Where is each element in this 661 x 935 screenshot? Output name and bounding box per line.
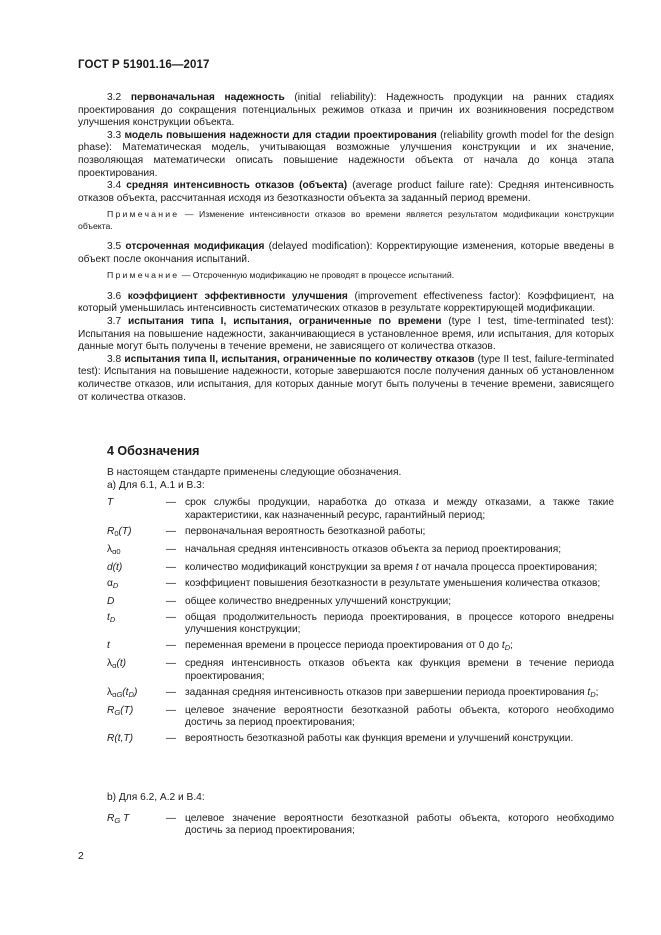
symbol-description xyxy=(185,562,614,575)
dash: — xyxy=(165,812,177,824)
symbol-description xyxy=(185,687,614,702)
definition-3-8 xyxy=(78,354,614,404)
symbol-row xyxy=(107,526,614,541)
dash: — xyxy=(165,577,177,589)
desc-part: заданная средняя интенсивность отказов при завершении периода проектирования xyxy=(185,686,588,698)
symbol-row xyxy=(107,497,614,522)
note-2 xyxy=(78,270,614,281)
symbol-description: вероятность безотказной работы как функция времени и улучшений конструкции. xyxy=(185,733,574,745)
symbol: $t_D$ xyxy=(107,611,116,624)
symbol: $\alpha_D$ xyxy=(107,577,119,590)
definition-term: испытания типа II, испытания, ограниченные по количеству отказов xyxy=(124,353,475,365)
desc-variable: t xyxy=(415,561,419,573)
symbol-row xyxy=(107,733,614,746)
dash: — xyxy=(165,686,177,698)
symbol: T xyxy=(107,497,114,508)
symbol-row xyxy=(107,813,614,838)
definition-text: (type II test, failure-terminated test): Испытания на повышение надежности, которые завершаются после получения данных об установленном количестве отказов, или испытания, для которых данные могут быть получены в течение времени, зависящего от количества отказов. xyxy=(78,353,614,403)
definition-3-4 xyxy=(78,180,614,205)
definition-number: 3.5 xyxy=(107,241,122,253)
symbol-row xyxy=(107,658,614,683)
list-a-heading: а) Для 6.1, А.1 и В.3: xyxy=(107,479,205,491)
symbol-description: срок службы продукции, наработка до отказа и между отказами, а также такие характеристики, как назначенный ресурс, гарантийный период; xyxy=(185,497,614,521)
note-label: Примечание xyxy=(107,209,180,220)
symbols-list-a xyxy=(107,497,614,749)
note-text: — Изменение интенсивности отказов во времени является результатом модификации конструкции объекта. xyxy=(78,209,614,231)
definitions-block xyxy=(78,92,614,404)
symbol-row xyxy=(107,612,614,637)
symbol-description: начальная средняя интенсивность отказов объекта за период проектирования; xyxy=(185,543,562,555)
symbol-row xyxy=(107,544,614,559)
definition-term: первоначальная надежность xyxy=(130,92,285,103)
definition-term: средняя интенсивность отказов (объекта) xyxy=(126,180,348,192)
symbol-row xyxy=(107,596,614,609)
desc-variable: $t_D$ xyxy=(587,686,596,699)
definition-term: испытания типа I, испытания, ограниченные по времени xyxy=(128,315,442,327)
symbol-description: общее количество внедренных улучшений конструкции; xyxy=(185,595,452,607)
desc-part: ; xyxy=(510,640,513,652)
symbol: $R_0(T)$ xyxy=(107,525,132,538)
symbol: d(t) xyxy=(107,561,123,573)
symbol-description xyxy=(185,640,614,655)
definition-term: отсроченная модификация xyxy=(125,241,265,253)
definition-text: (improvement effectiveness factor): Коэффициент, на который уменьшилась интенсивность систематических отказов в результате корректирующей модификации. xyxy=(78,290,614,315)
dash: — xyxy=(165,640,177,652)
symbol-row xyxy=(107,705,614,730)
symbol: R(t,T) xyxy=(107,733,134,745)
symbol: $\lambda_\alpha(t)$ xyxy=(107,658,127,671)
symbol-description: целевое значение вероятности безотказной работы объекта, которого необходимо достичь за период проектирования; xyxy=(185,704,614,729)
symbol-row xyxy=(107,578,614,593)
symbol-description: коэффициент повышения безотказности в результате уменьшения количества отказов; xyxy=(185,577,601,589)
definition-number: 3.8 xyxy=(107,353,122,365)
desc-variable: $t_D$ xyxy=(501,640,511,653)
symbol-description: первоначальная вероятность безотказной работы; xyxy=(185,525,426,537)
definition-text: (reliability growth model for the design phase): Математическая модель, учитывающая возможные улучшения конструкции и их значение, позволяющая математически описать повышение надежности объекта от начала до конца этапа проектирования. xyxy=(78,129,614,179)
dash: — xyxy=(165,525,177,537)
document-header: ГОСТ Р 51901.16—2017 xyxy=(78,59,210,71)
dash: — xyxy=(165,497,177,508)
symbol-row xyxy=(107,562,614,575)
definition-number: 3.7 xyxy=(107,315,122,327)
note-label: Примечание xyxy=(107,270,180,281)
desc-part: ; xyxy=(595,686,599,698)
symbol: D xyxy=(107,595,115,607)
definition-3-2 xyxy=(78,92,614,130)
intro-text: В настоящем стандарте применены следующие обозначения. xyxy=(107,467,402,478)
symbols-list-b xyxy=(107,792,614,841)
definition-3-5 xyxy=(78,241,614,266)
dash: — xyxy=(165,658,177,670)
dash: — xyxy=(165,561,177,573)
dash: — xyxy=(165,595,177,607)
symbol: $R_G(T)$ xyxy=(107,704,134,717)
note-1 xyxy=(78,209,614,232)
desc-part: от начала процесса проектирования; xyxy=(418,561,598,573)
section-intro xyxy=(107,467,614,492)
definition-3-3 xyxy=(78,130,614,180)
definition-term: коэффициент эффективности улучшения xyxy=(127,290,348,302)
dash: — xyxy=(165,733,177,745)
definition-number: 3.2 xyxy=(107,92,122,103)
symbol-description: общая продолжительность периода проектирования, в процессе которого внедрены улучшения конструкции; xyxy=(185,611,614,636)
definition-text: (average product failure rate): Средняя интенсивность отказов объекта, рассчитанная исходя из безотказности объекта за заданный период времени. xyxy=(78,180,614,204)
definition-text: (type I test, time-terminated test): Испытания на повышение надежности, заканчивающиеся в установленное время, или испытания, для которых данные могут быть получены в течение времени, не зависящего от количества отказов. xyxy=(78,315,614,353)
symbol-description: средняя интенсивность отказов объекта как функция времени в течение периода проектирования; xyxy=(185,658,614,682)
dash: — xyxy=(165,611,177,623)
symbol: $\lambda_{\alpha G}(t_D)$ xyxy=(107,686,138,699)
definition-3-7 xyxy=(78,316,614,354)
definition-number: 3.6 xyxy=(107,290,122,302)
symbol-row xyxy=(107,687,614,702)
symbol: t xyxy=(107,640,110,652)
symbol-row xyxy=(107,640,614,655)
dash: — xyxy=(165,543,177,555)
symbol: $R_G$ T xyxy=(107,812,130,825)
definition-3-6 xyxy=(78,291,614,316)
desc-part: количество модификаций конструкции за время xyxy=(185,561,416,573)
desc-part: переменная времени в процессе периода проектирования от 0 до xyxy=(185,640,502,652)
symbol-description: целевое значение вероятности безотказной работы объекта, которого необходимо достичь за период проектирования; xyxy=(185,812,614,837)
dash: — xyxy=(165,704,177,716)
symbol: $\lambda_{\alpha 0}$ xyxy=(107,543,121,556)
list-b-heading: b) Для 6.2, А.2 и В.4: xyxy=(107,792,205,803)
note-text: — Отсроченную модификацию не проводят в процессе испытаний. xyxy=(179,270,455,281)
definition-number: 3.4 xyxy=(107,180,122,192)
definition-number: 3.3 xyxy=(107,129,122,141)
section-title: 4 Обозначения xyxy=(107,444,200,458)
definition-text: (delayed modification): Корректирующие изменения, которые введены в объект после окончания испытаний. xyxy=(78,241,614,265)
page-number: 2 xyxy=(78,850,84,862)
definition-term: модель повышения надежности для стадии проектирования xyxy=(124,129,437,141)
definition-text: (initial reliability): Надежность продукции на ранних стадиях проектирования до сокращения потенциальных режимов отказа и причин их возникновения посредством улучшения конструкции объекта. xyxy=(78,92,614,129)
